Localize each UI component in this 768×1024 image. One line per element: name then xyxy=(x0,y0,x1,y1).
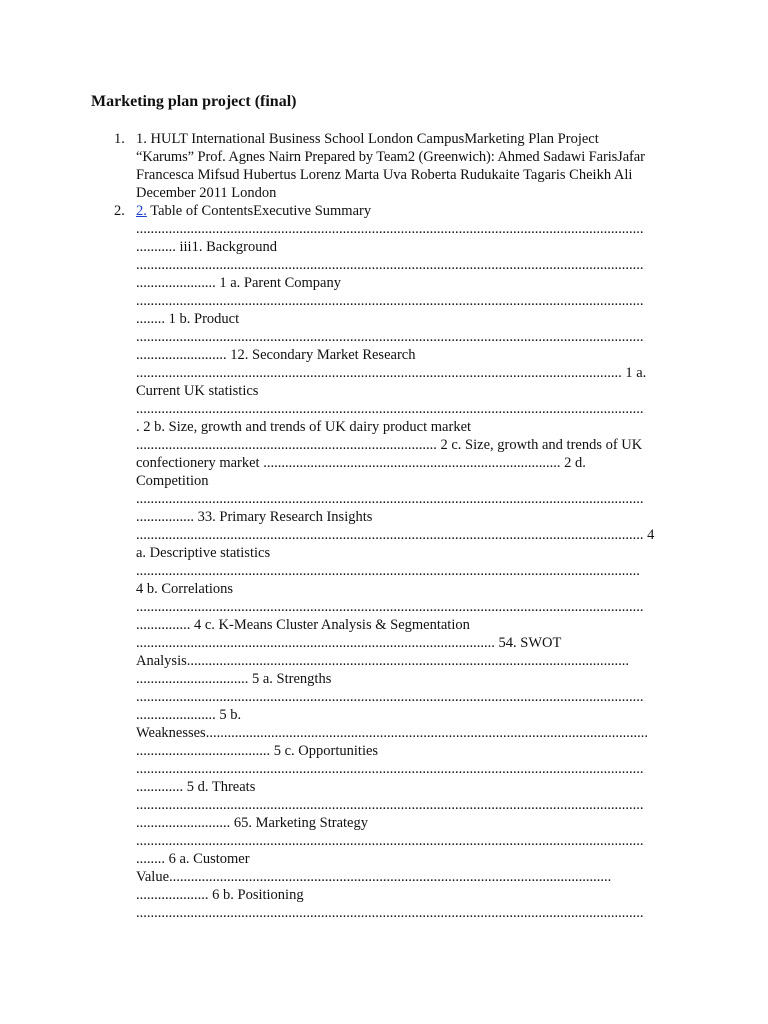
toc-line: ............................................................................................................................................ xyxy=(136,797,644,813)
toc-line: ................................................................................... 2 c. Size, growth and trends of UK xyxy=(136,437,643,453)
text-line: 1. HULT International Business School London CampusMarketing Plan Project xyxy=(136,131,599,147)
toc-line: ........ 6 a. Customer xyxy=(136,851,250,867)
toc-line: ............................... 5 a. Strengths xyxy=(136,671,332,687)
list-number: 2. xyxy=(114,203,125,219)
toc-line: ......................... 12. Secondary Market Research xyxy=(136,347,416,363)
toc-line: confectionery market .................................................................................. 2 d. xyxy=(136,455,586,471)
toc-line: Analysis.......................................................................................................................... xyxy=(136,653,629,669)
toc-line: ............................................................................................................................................ xyxy=(136,599,644,615)
toc-heading-line xyxy=(136,202,680,220)
text-line: Francesca Mifsud Hubertus Lorenz Marta Uva Roberta Rudukaite Tagaris Cheikh Ali xyxy=(136,167,633,183)
list-item-2 xyxy=(0,202,768,922)
toc-line: Weaknesses.......................................................................................................................... xyxy=(136,725,648,741)
toc-line: ............................................................................................................................................ xyxy=(136,761,644,777)
toc-heading-text: Table of ContentsExecutive Summary xyxy=(146,203,372,219)
toc-line: ............................................................................................................................................ xyxy=(136,329,644,345)
toc-line: ........ 1 b. Product xyxy=(136,311,240,327)
toc-line: a. Descriptive statistics xyxy=(136,545,271,561)
table-of-contents xyxy=(136,202,680,922)
toc-line: ...................... 1 a. Parent Company xyxy=(136,275,341,291)
numbered-list xyxy=(0,130,768,922)
toc-line: . 2 b. Size, growth and trends of UK dairy product market xyxy=(136,419,472,435)
toc-line: Value.......................................................................................................................... xyxy=(136,869,612,885)
list-item-text xyxy=(136,130,680,202)
toc-line: ........... iii1. Background xyxy=(136,239,277,255)
toc-line: ............................................................................................................................................ xyxy=(136,293,644,309)
toc-line: ............................................................................................................................................ xyxy=(136,401,644,417)
toc-line: ............................................................................................................................................ xyxy=(136,257,644,273)
toc-line: ................................................................................................... 54. SWOT xyxy=(136,635,562,651)
toc-line: ...................................................................................................................................... 1 a. xyxy=(136,365,647,381)
list-item-1 xyxy=(0,130,768,202)
toc-line: ............................................................................................................................................ 4 xyxy=(136,527,655,543)
item-link[interactable]: 2. xyxy=(136,203,147,219)
toc-line: ............................................................................................................................................ xyxy=(136,221,644,237)
toc-line: ............... 4 c. K-Means Cluster Analysis & Segmentation xyxy=(136,617,470,633)
text-line: “Karums” Prof. Agnes Nairn Prepared by Team2 (Greenwich): Ahmed Sadawi FarisJafar xyxy=(136,149,645,165)
toc-line: ............................................................................................................................................ xyxy=(136,491,644,507)
toc-line: ............. 5 d. Threats xyxy=(136,779,256,795)
toc-line: ..................................... 5 c. Opportunities xyxy=(136,743,379,759)
toc-line: ............................................................................................................................................ xyxy=(136,689,644,705)
toc-line: ................ 33. Primary Research Insights xyxy=(136,509,373,525)
toc-line: .......................... 65. Marketing Strategy xyxy=(136,815,368,831)
toc-line: .................... 6 b. Positioning xyxy=(136,887,304,903)
toc-line: Competition xyxy=(136,473,209,489)
toc-line: ............................................................................................................................................ xyxy=(136,833,644,849)
toc-line: ...................... 5 b. xyxy=(136,707,242,723)
list-number: 1. xyxy=(114,131,125,147)
toc-line: Current UK statistics xyxy=(136,383,259,399)
toc-line: ............................................................................................................................................ xyxy=(136,905,644,921)
document-title: Marketing plan project (final) xyxy=(91,93,297,110)
toc-line: 4 b. Correlations xyxy=(136,581,234,597)
toc-line: ........................................................................................................................................... xyxy=(136,563,640,579)
text-line: December 2011 London xyxy=(136,185,277,201)
